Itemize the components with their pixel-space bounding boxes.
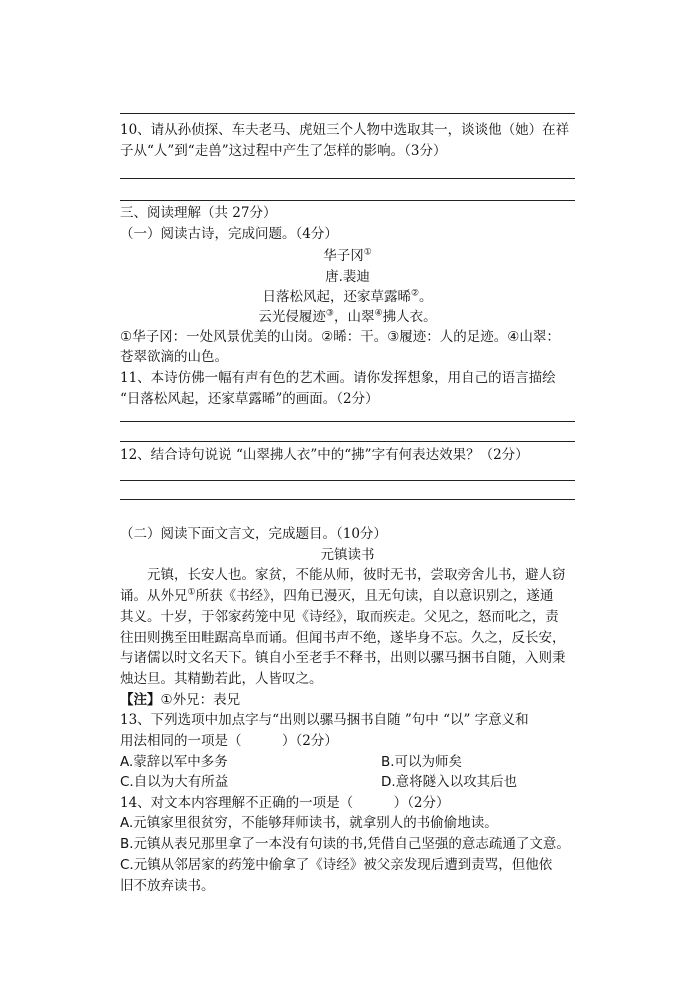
question-10-line1: 10、请从孙侦探、车夫老马、虎妞三个人物中选取其一，谈谈他（她）在祥 [120, 122, 570, 138]
answer-line [120, 499, 575, 500]
passage-line-3: 其义。十岁，于邻家药笼中见《诗经》，取而疾走。父见之，怒而叱之，责 [120, 609, 559, 625]
question-11-line2: “日落松风起，还家草露晞”的画面。（2分） [120, 391, 379, 407]
question-13-option-c: C.自以为大有所益 [120, 774, 229, 790]
question-12: 12、结合诗句说说 “山翠拂人衣”中的“拂”字有何表达效果？（2分） [120, 447, 529, 463]
question-13-option-b: B.可以为师矣 [381, 754, 463, 770]
answer-line [120, 200, 575, 201]
answer-line [120, 421, 575, 422]
passage-line-6: 烛达旦。其精勤若此，人皆叹之。 [120, 671, 323, 687]
answer-line [120, 178, 575, 179]
passage-title: 元镇读书 [320, 547, 375, 563]
question-13-option-a: A.蒙辞以军中多务 [120, 754, 228, 770]
question-13-line2: 用法相同的一项是（ ）（2分） [120, 733, 338, 749]
question-11-line1: 11、本诗仿佛一幅有声有色的艺术画。请你发挥想象，用自己的语言描绘 [120, 370, 556, 386]
passage-line-1: 元镇，长安人也。家贫，不能从师，彼时无书，尝取旁舍儿书，避人窃 [147, 567, 566, 583]
poem-title: 华子冈① [323, 247, 372, 264]
question-14-option-a: A.元镇家里很贫穷，不能够拜师读书，就拿别人的书偷偷地读。 [120, 815, 498, 831]
passage-line-2: 诵。从外兄①所获《书经》，四角已漫灭，且无句读，自以意识别之，遂通 [120, 587, 554, 604]
poem-notes-line1: ①华子冈：一处风景优美的山岗。②晞：干。③履迹：人的足迹。④山翠： [120, 329, 560, 345]
answer-line [120, 480, 575, 481]
question-10-line2: 子从“人”到“走兽”这过程中产生了怎样的影响。（3分） [120, 143, 447, 159]
passage-line-5: 与诸儒以时文名天下。镇自小至老手不释书，出则以骡马捆书自随，入则秉 [120, 650, 566, 666]
passage-note: 【注】①外兄：表兄 [120, 692, 241, 708]
question-13-option-d: D.意将隧入以攻其后也 [381, 774, 518, 790]
part-2-title: （二）阅读下面文言文，完成题目。（10分） [120, 526, 387, 542]
question-14-option-c-line2: 旧不放弃读书。 [120, 878, 215, 894]
question-13-line1: 13、下列选项中加点字与“出则以骡马捆书自随 ”句中 “以” 字意义和 [120, 712, 529, 728]
part-1-title: （一）阅读古诗，完成问题。（4分） [120, 226, 338, 242]
question-14-option-b: B.元镇从表兄那里拿了一本没有句读的书,凭借自己坚强的意志疏通了文意。 [120, 836, 570, 852]
poem-line-2: 云光侵履迹③，山翠④拂人衣。 [258, 308, 437, 325]
poem-line-1: 日落松风起，还家草露晞②。 [262, 288, 433, 305]
poem-notes-line2: 苍翠欲滴的山色。 [120, 349, 228, 365]
answer-line [120, 441, 575, 442]
poem-author: 唐.裴迪 [325, 269, 370, 285]
answer-line [120, 113, 575, 114]
section-3-title: 三、阅读理解（共 27分） [120, 205, 277, 221]
passage-line-4: 往田则携至田畦踞高阜而诵。但闻书声不绝，遂毕身不忘。久之，反长安， [120, 630, 566, 646]
question-14-option-c-line1: C.元镇从邻居家的药笼中偷拿了《诗经》被父亲发现后遭到责骂，但他依 [120, 857, 553, 873]
question-14-line1: 14、对文本内容理解不正确的一项是（ ）（2分） [120, 795, 450, 811]
